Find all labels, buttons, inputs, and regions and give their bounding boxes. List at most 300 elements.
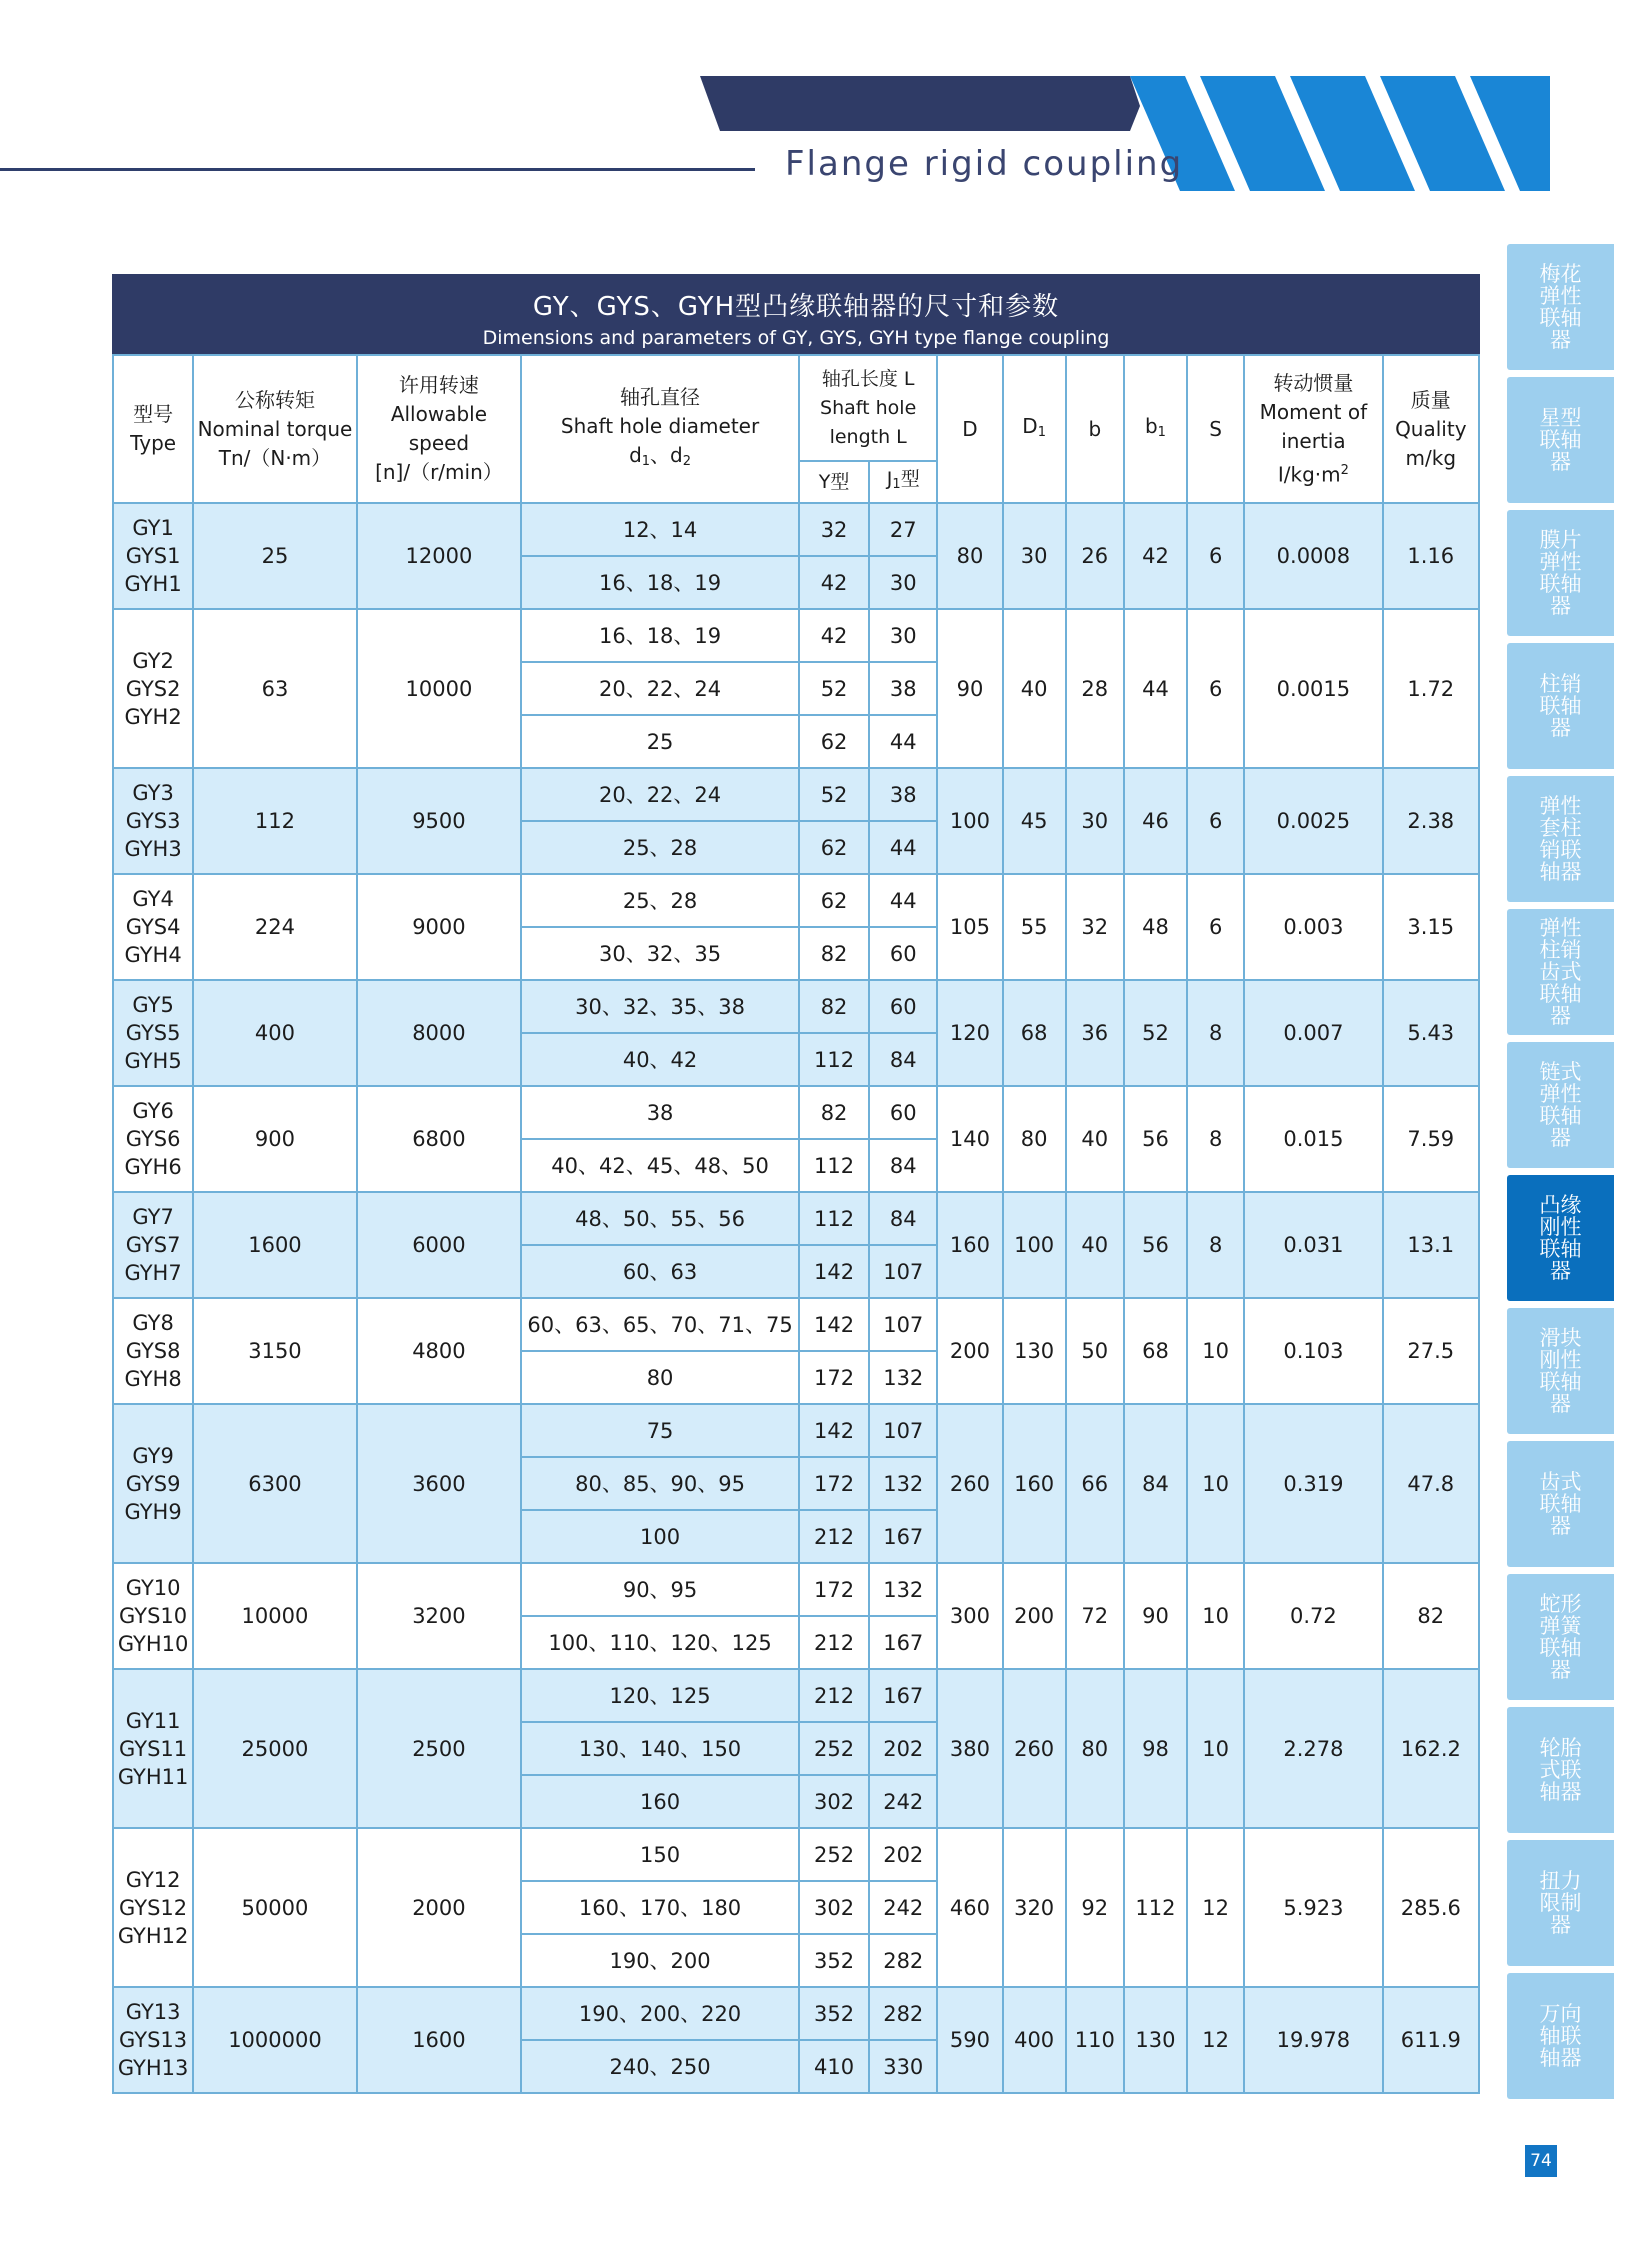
cell-D1: 400 bbox=[1003, 1987, 1066, 2093]
type-code: GYS10 bbox=[119, 1604, 188, 1628]
cell-type bbox=[113, 1298, 193, 1404]
type-code: GYH10 bbox=[117, 1632, 189, 1656]
cell-b1: 44 bbox=[1124, 609, 1187, 768]
cell-b1: 90 bbox=[1124, 1563, 1187, 1669]
type-code: GYS2 bbox=[125, 676, 181, 701]
type-code: GYH7 bbox=[124, 1261, 182, 1285]
type-code: GY10 bbox=[125, 1576, 181, 1600]
cell-length-y: 112 bbox=[799, 1033, 869, 1086]
cell-S: 6 bbox=[1187, 609, 1244, 768]
sidebar-tab-label: 弹性柱销齿式联轴器 bbox=[1539, 916, 1582, 1028]
sidebar-tab[interactable] bbox=[1507, 1042, 1614, 1168]
cell-length-y: 172 bbox=[799, 1351, 869, 1404]
cell-type bbox=[113, 980, 193, 1086]
cell-speed: 2500 bbox=[357, 1669, 521, 1828]
cell-inertia: 0.0008 bbox=[1244, 503, 1382, 609]
cell-D1: 40 bbox=[1003, 609, 1066, 768]
cell-torque: 25 bbox=[193, 503, 356, 609]
cell-type bbox=[113, 1828, 193, 1987]
cell-D: 300 bbox=[937, 1563, 1002, 1669]
cell-hole-diameter: 40、42、45、48、50 bbox=[521, 1139, 799, 1192]
cell-D1: 68 bbox=[1003, 980, 1066, 1086]
cell-length-y: 52 bbox=[799, 662, 869, 715]
sidebar-tab-label: 凸缘刚性联轴器 bbox=[1539, 1193, 1582, 1283]
sidebar-tab[interactable] bbox=[1507, 377, 1614, 503]
cell-speed: 8000 bbox=[357, 980, 521, 1086]
cell-D1: 45 bbox=[1003, 768, 1066, 874]
table-title-bar bbox=[112, 274, 1480, 354]
cell-b1: 98 bbox=[1124, 1669, 1187, 1828]
cell-torque: 224 bbox=[193, 874, 356, 980]
cell-length-y: 82 bbox=[799, 980, 869, 1033]
cell-D1: 130 bbox=[1003, 1298, 1066, 1404]
cell-torque: 10000 bbox=[193, 1563, 356, 1669]
cell-length-j1: 282 bbox=[869, 1934, 937, 1987]
cell-type bbox=[113, 874, 193, 980]
sidebar-tab-label: 梅花弹性联轴器 bbox=[1539, 262, 1582, 352]
cell-length-y: 252 bbox=[799, 1828, 869, 1881]
cell-speed: 1600 bbox=[357, 1987, 521, 2093]
cell-b: 28 bbox=[1066, 609, 1124, 768]
sidebar-tab[interactable] bbox=[1507, 1441, 1614, 1567]
cell-b: 92 bbox=[1066, 1828, 1124, 1987]
type-code: GYS6 bbox=[125, 1127, 181, 1151]
header-length-j1: $J_1$型 bbox=[869, 461, 937, 503]
cell-length-j1: 44 bbox=[869, 821, 937, 874]
type-code: GYS11 bbox=[119, 1736, 188, 1761]
sidebar-tab[interactable] bbox=[1507, 909, 1614, 1035]
header-length-y: Y型 bbox=[799, 461, 869, 503]
cell-D: 160 bbox=[937, 1192, 1002, 1298]
page-number: 74 bbox=[1525, 2145, 1557, 2177]
sidebar-tab[interactable] bbox=[1507, 1840, 1614, 1966]
cell-length-j1: 167 bbox=[869, 1669, 937, 1722]
cell-inertia: 0.007 bbox=[1244, 980, 1382, 1086]
table-row bbox=[113, 874, 1479, 927]
table-title-en: Dimensions and parameters of GY, GYS, GYH type flange coupling bbox=[482, 327, 1110, 349]
cell-speed: 12000 bbox=[357, 503, 521, 609]
type-code: GYS1 bbox=[125, 544, 181, 568]
cell-S: 6 bbox=[1187, 503, 1244, 609]
type-code: GYH9 bbox=[124, 1499, 182, 1524]
type-code: GYH12 bbox=[117, 1923, 189, 1948]
table-row bbox=[113, 980, 1479, 1033]
cell-D1: 55 bbox=[1003, 874, 1066, 980]
type-code: GYH13 bbox=[117, 2056, 189, 2080]
cell-D: 100 bbox=[937, 768, 1002, 874]
sidebar-tab-label: 轮胎式联轴器 bbox=[1539, 1736, 1582, 1804]
cell-S: 12 bbox=[1187, 1828, 1244, 1987]
cell-torque: 1600 bbox=[193, 1192, 356, 1298]
cell-length-j1: 27 bbox=[869, 503, 937, 556]
header-shaft-hole-diameter: 轴孔直径 Shaft hole diameter $d_1$、$d_2$ bbox=[521, 355, 799, 503]
cell-b1: 46 bbox=[1124, 768, 1187, 874]
cell-length-j1: 132 bbox=[869, 1351, 937, 1404]
cell-b1: 56 bbox=[1124, 1192, 1187, 1298]
sidebar-tab[interactable] bbox=[1507, 1308, 1614, 1434]
cell-length-j1: 60 bbox=[869, 1086, 937, 1139]
cell-hole-diameter: 80、85、90、95 bbox=[521, 1457, 799, 1510]
type-code: GY2 bbox=[132, 648, 174, 673]
header-shaft-hole-length: 轴孔长度 L Shaft hole length L bbox=[799, 355, 937, 461]
table-title-cn: GY、GYS、GYH型凸缘联轴器的尺寸和参数 bbox=[532, 292, 1060, 322]
type-code: GYH4 bbox=[124, 943, 182, 967]
cell-torque: 400 bbox=[193, 980, 356, 1086]
cell-D1: 260 bbox=[1003, 1669, 1066, 1828]
type-code: GYH8 bbox=[124, 1367, 182, 1391]
cell-length-y: 82 bbox=[799, 1086, 869, 1139]
cell-b: 26 bbox=[1066, 503, 1124, 609]
cell-hole-diameter: 130、140、150 bbox=[521, 1722, 799, 1775]
table-row bbox=[113, 1192, 1479, 1245]
cell-hole-diameter: 190、200、220 bbox=[521, 1987, 799, 2040]
cell-inertia: 0.031 bbox=[1244, 1192, 1382, 1298]
cell-length-y: 62 bbox=[799, 874, 869, 927]
sidebar-tab-label: 星型联轴器 bbox=[1539, 406, 1582, 474]
header-D1: $D_1$ bbox=[1003, 355, 1066, 503]
cell-b: 50 bbox=[1066, 1298, 1124, 1404]
cell-length-j1: 60 bbox=[869, 927, 937, 980]
cell-mass: 2.38 bbox=[1383, 768, 1479, 874]
cell-inertia: 0.103 bbox=[1244, 1298, 1382, 1404]
cell-length-y: 142 bbox=[799, 1404, 869, 1457]
sidebar-tab-label: 扭力限制器 bbox=[1539, 1869, 1582, 1937]
cell-length-y: 62 bbox=[799, 821, 869, 874]
type-code: GYS4 bbox=[125, 915, 181, 939]
cell-torque: 900 bbox=[193, 1086, 356, 1192]
type-code: GY13 bbox=[125, 2000, 181, 2024]
cell-b: 40 bbox=[1066, 1086, 1124, 1192]
cell-length-y: 42 bbox=[799, 556, 869, 609]
cell-torque: 50000 bbox=[193, 1828, 356, 1987]
cell-type bbox=[113, 609, 193, 768]
cell-torque: 6300 bbox=[193, 1404, 356, 1563]
cell-mass: 5.43 bbox=[1383, 980, 1479, 1086]
cell-length-j1: 107 bbox=[869, 1245, 937, 1298]
cell-b: 80 bbox=[1066, 1669, 1124, 1828]
cell-D1: 160 bbox=[1003, 1404, 1066, 1563]
table-row bbox=[113, 1563, 1479, 1616]
cell-hole-diameter: 16、18、19 bbox=[521, 609, 799, 662]
cell-hole-diameter: 160、170、180 bbox=[521, 1881, 799, 1934]
cell-b1: 68 bbox=[1124, 1298, 1187, 1404]
cell-length-j1: 202 bbox=[869, 1722, 937, 1775]
cell-b1: 84 bbox=[1124, 1404, 1187, 1563]
type-code: GYH11 bbox=[117, 1764, 189, 1789]
sidebar-tab[interactable] bbox=[1507, 1707, 1614, 1833]
cell-length-j1: 38 bbox=[869, 662, 937, 715]
cell-inertia: 0.0015 bbox=[1244, 609, 1382, 768]
cell-length-y: 32 bbox=[799, 503, 869, 556]
cell-speed: 9500 bbox=[357, 768, 521, 874]
table-row bbox=[113, 768, 1479, 821]
cell-length-j1: 132 bbox=[869, 1563, 937, 1616]
cell-length-j1: 30 bbox=[869, 609, 937, 662]
cell-b: 30 bbox=[1066, 768, 1124, 874]
header-b1: $b_1$ bbox=[1124, 355, 1187, 503]
table-row bbox=[113, 1828, 1479, 1881]
cell-hole-diameter: 75 bbox=[521, 1404, 799, 1457]
type-code: GYH5 bbox=[124, 1049, 182, 1073]
cell-inertia: 2.278 bbox=[1244, 1669, 1382, 1828]
type-code: GY12 bbox=[125, 1867, 181, 1892]
cell-hole-diameter: 48、50、55、56 bbox=[521, 1192, 799, 1245]
cell-b1: 56 bbox=[1124, 1086, 1187, 1192]
cell-length-y: 62 bbox=[799, 715, 869, 768]
cell-inertia: 0.72 bbox=[1244, 1563, 1382, 1669]
cell-S: 8 bbox=[1187, 980, 1244, 1086]
cell-D: 200 bbox=[937, 1298, 1002, 1404]
cell-length-j1: 242 bbox=[869, 1775, 937, 1828]
cell-D1: 320 bbox=[1003, 1828, 1066, 1987]
cell-type bbox=[113, 503, 193, 609]
cell-torque: 63 bbox=[193, 609, 356, 768]
cell-b1: 112 bbox=[1124, 1828, 1187, 1987]
cell-D: 380 bbox=[937, 1669, 1002, 1828]
table-row bbox=[113, 1669, 1479, 1722]
cell-b: 110 bbox=[1066, 1987, 1124, 2093]
type-code: GY7 bbox=[132, 1205, 174, 1229]
cell-torque: 1000000 bbox=[193, 1987, 356, 2093]
cell-length-y: 352 bbox=[799, 1987, 869, 2040]
cell-b: 32 bbox=[1066, 874, 1124, 980]
cell-speed: 4800 bbox=[357, 1298, 521, 1404]
cell-length-y: 42 bbox=[799, 609, 869, 662]
cell-D: 80 bbox=[937, 503, 1002, 609]
cell-length-j1: 282 bbox=[869, 1987, 937, 2040]
cell-mass: 7.59 bbox=[1383, 1086, 1479, 1192]
cell-type bbox=[113, 1669, 193, 1828]
cell-length-j1: 30 bbox=[869, 556, 937, 609]
cell-length-y: 212 bbox=[799, 1669, 869, 1722]
cell-length-j1: 44 bbox=[869, 715, 937, 768]
cell-length-y: 410 bbox=[799, 2040, 869, 2093]
cell-S: 8 bbox=[1187, 1086, 1244, 1192]
sidebar-tab-label: 蛇形弹簧联轴器 bbox=[1539, 1592, 1582, 1682]
cell-inertia: 0.319 bbox=[1244, 1404, 1382, 1563]
cell-inertia: 19.978 bbox=[1244, 1987, 1382, 2093]
cell-length-j1: 84 bbox=[869, 1033, 937, 1086]
cell-hole-diameter: 30、32、35 bbox=[521, 927, 799, 980]
cell-length-j1: 44 bbox=[869, 874, 937, 927]
cell-hole-diameter: 80 bbox=[521, 1351, 799, 1404]
cell-hole-diameter: 100 bbox=[521, 1510, 799, 1563]
cell-b1: 52 bbox=[1124, 980, 1187, 1086]
cell-D1: 100 bbox=[1003, 1192, 1066, 1298]
table-row bbox=[113, 503, 1479, 556]
header-D: D bbox=[937, 355, 1002, 503]
cell-S: 10 bbox=[1187, 1404, 1244, 1563]
cell-type bbox=[113, 1987, 193, 2093]
cell-mass: 1.16 bbox=[1383, 503, 1479, 609]
cell-b1: 42 bbox=[1124, 503, 1187, 609]
cell-length-y: 112 bbox=[799, 1192, 869, 1245]
sidebar-tab-label: 弹性套柱销联轴器 bbox=[1539, 794, 1582, 884]
cell-S: 6 bbox=[1187, 768, 1244, 874]
cell-mass: 47.8 bbox=[1383, 1404, 1479, 1563]
cell-mass: 27.5 bbox=[1383, 1298, 1479, 1404]
type-code: GYH3 bbox=[124, 837, 182, 861]
cell-speed: 2000 bbox=[357, 1828, 521, 1987]
cell-D: 105 bbox=[937, 874, 1002, 980]
cell-length-y: 112 bbox=[799, 1139, 869, 1192]
cell-length-j1: 84 bbox=[869, 1192, 937, 1245]
type-code: GY6 bbox=[132, 1099, 174, 1123]
sidebar-tab-label: 膜片弹性联轴器 bbox=[1539, 528, 1582, 618]
cell-length-y: 212 bbox=[799, 1510, 869, 1563]
cell-b: 66 bbox=[1066, 1404, 1124, 1563]
sidebar-tab[interactable] bbox=[1507, 1175, 1614, 1301]
type-code: GYS9 bbox=[125, 1471, 181, 1496]
cell-speed: 6000 bbox=[357, 1192, 521, 1298]
table-row bbox=[113, 1298, 1479, 1351]
table-row bbox=[113, 1086, 1479, 1139]
cell-b1: 48 bbox=[1124, 874, 1187, 980]
type-code: GYS7 bbox=[125, 1233, 181, 1257]
cell-type bbox=[113, 1404, 193, 1563]
cell-length-j1: 167 bbox=[869, 1510, 937, 1563]
cell-inertia: 5.923 bbox=[1244, 1828, 1382, 1987]
type-code: GY5 bbox=[132, 993, 174, 1017]
cell-hole-diameter: 20、22、24 bbox=[521, 768, 799, 821]
cell-hole-diameter: 240、250 bbox=[521, 2040, 799, 2093]
header-type: 型号 Type bbox=[113, 355, 193, 503]
cell-length-y: 352 bbox=[799, 1934, 869, 1987]
cell-hole-diameter: 90、95 bbox=[521, 1563, 799, 1616]
cell-length-y: 142 bbox=[799, 1245, 869, 1298]
sidebar-tab[interactable] bbox=[1507, 244, 1614, 370]
cell-mass: 1.72 bbox=[1383, 609, 1479, 768]
cell-speed: 3600 bbox=[357, 1404, 521, 1563]
cell-length-j1: 242 bbox=[869, 1881, 937, 1934]
cell-length-y: 252 bbox=[799, 1722, 869, 1775]
cell-hole-diameter: 60、63 bbox=[521, 1245, 799, 1298]
cell-length-j1: 132 bbox=[869, 1457, 937, 1510]
cell-speed: 3200 bbox=[357, 1563, 521, 1669]
cell-length-y: 172 bbox=[799, 1563, 869, 1616]
cell-mass: 3.15 bbox=[1383, 874, 1479, 980]
sidebar-tab[interactable] bbox=[1507, 776, 1614, 902]
cell-length-j1: 60 bbox=[869, 980, 937, 1033]
header-b: b bbox=[1066, 355, 1124, 503]
type-code: GYH1 bbox=[124, 572, 182, 596]
header-mass: 质量 Quality m/kg bbox=[1383, 355, 1479, 503]
cell-b: 36 bbox=[1066, 980, 1124, 1086]
cell-hole-diameter: 150 bbox=[521, 1828, 799, 1881]
cell-length-y: 212 bbox=[799, 1616, 869, 1669]
type-code: GYS5 bbox=[125, 1021, 181, 1045]
cell-type bbox=[113, 1086, 193, 1192]
sidebar-tab[interactable] bbox=[1507, 510, 1614, 636]
cell-mass: 13.1 bbox=[1383, 1192, 1479, 1298]
cell-hole-diameter: 20、22、24 bbox=[521, 662, 799, 715]
cell-hole-diameter: 160 bbox=[521, 1775, 799, 1828]
sidebar-tab[interactable] bbox=[1507, 1973, 1614, 2099]
cell-D1: 200 bbox=[1003, 1563, 1066, 1669]
cell-b1: 130 bbox=[1124, 1987, 1187, 2093]
cell-S: 8 bbox=[1187, 1192, 1244, 1298]
cell-hole-diameter: 100、110、120、125 bbox=[521, 1616, 799, 1669]
cell-mass: 611.9 bbox=[1383, 1987, 1479, 2093]
type-code: GYS8 bbox=[125, 1339, 181, 1363]
type-code: GYS12 bbox=[119, 1895, 188, 1920]
cell-length-y: 172 bbox=[799, 1457, 869, 1510]
cell-hole-diameter: 190、200 bbox=[521, 1934, 799, 1987]
cell-type bbox=[113, 1192, 193, 1298]
table-row bbox=[113, 609, 1479, 662]
cell-b: 40 bbox=[1066, 1192, 1124, 1298]
cell-length-j1: 84 bbox=[869, 1139, 937, 1192]
cell-S: 10 bbox=[1187, 1298, 1244, 1404]
cell-hole-diameter: 38 bbox=[521, 1086, 799, 1139]
cell-D: 120 bbox=[937, 980, 1002, 1086]
sidebar-tab[interactable] bbox=[1507, 643, 1614, 769]
cell-length-y: 302 bbox=[799, 1881, 869, 1934]
table-row bbox=[113, 1987, 1479, 2040]
header-speed: 许用转速 Allowable speed [n]/（r/min） bbox=[357, 355, 521, 503]
cell-length-j1: 167 bbox=[869, 1616, 937, 1669]
sidebar-tab[interactable] bbox=[1507, 1574, 1614, 1700]
type-code: GY11 bbox=[125, 1708, 181, 1733]
cell-mass: 285.6 bbox=[1383, 1828, 1479, 1987]
cell-S: 12 bbox=[1187, 1987, 1244, 2093]
cell-D: 260 bbox=[937, 1404, 1002, 1563]
cell-torque: 112 bbox=[193, 768, 356, 874]
type-code: GY8 bbox=[132, 1311, 174, 1335]
cell-length-j1: 107 bbox=[869, 1298, 937, 1351]
header-torque: 公称转矩 Nominal torque Tn/（N·m） bbox=[193, 355, 356, 503]
cell-length-j1: 330 bbox=[869, 2040, 937, 2093]
cell-length-j1: 202 bbox=[869, 1828, 937, 1881]
cell-length-y: 82 bbox=[799, 927, 869, 980]
cell-hole-diameter: 25、28 bbox=[521, 874, 799, 927]
cell-D1: 30 bbox=[1003, 503, 1066, 609]
cell-torque: 3150 bbox=[193, 1298, 356, 1404]
table-row bbox=[113, 1404, 1479, 1457]
type-code: GY9 bbox=[132, 1443, 174, 1468]
cell-inertia: 0.003 bbox=[1244, 874, 1382, 980]
cell-D: 590 bbox=[937, 1987, 1002, 2093]
cell-length-y: 142 bbox=[799, 1298, 869, 1351]
sidebar-tab-label: 万向轴联轴器 bbox=[1539, 2002, 1582, 2070]
dimensions-table bbox=[112, 354, 1480, 2094]
cell-hole-diameter: 120、125 bbox=[521, 1669, 799, 1722]
type-code: GYH2 bbox=[124, 704, 182, 729]
sidebar-tab-label: 滑块刚性联轴器 bbox=[1539, 1326, 1582, 1416]
cell-type bbox=[113, 768, 193, 874]
cell-torque: 25000 bbox=[193, 1669, 356, 1828]
cell-S: 10 bbox=[1187, 1669, 1244, 1828]
cell-mass: 162.2 bbox=[1383, 1669, 1479, 1828]
cell-hole-diameter: 25、28 bbox=[521, 821, 799, 874]
cell-b: 72 bbox=[1066, 1563, 1124, 1669]
cell-D: 140 bbox=[937, 1086, 1002, 1192]
cell-S: 10 bbox=[1187, 1563, 1244, 1669]
type-code: GY3 bbox=[132, 781, 174, 805]
cell-D: 90 bbox=[937, 609, 1002, 768]
cell-inertia: 0.015 bbox=[1244, 1086, 1382, 1192]
cell-length-y: 52 bbox=[799, 768, 869, 821]
cell-length-j1: 107 bbox=[869, 1404, 937, 1457]
sidebar-tab-label: 齿式联轴器 bbox=[1539, 1470, 1582, 1538]
type-code: GY1 bbox=[132, 516, 174, 540]
sidebar-tab-label: 链式弹性联轴器 bbox=[1539, 1060, 1582, 1150]
header-rule bbox=[0, 168, 755, 171]
cell-speed: 6800 bbox=[357, 1086, 521, 1192]
cell-S: 6 bbox=[1187, 874, 1244, 980]
type-code: GYS3 bbox=[125, 809, 181, 833]
cell-hole-diameter: 25 bbox=[521, 715, 799, 768]
